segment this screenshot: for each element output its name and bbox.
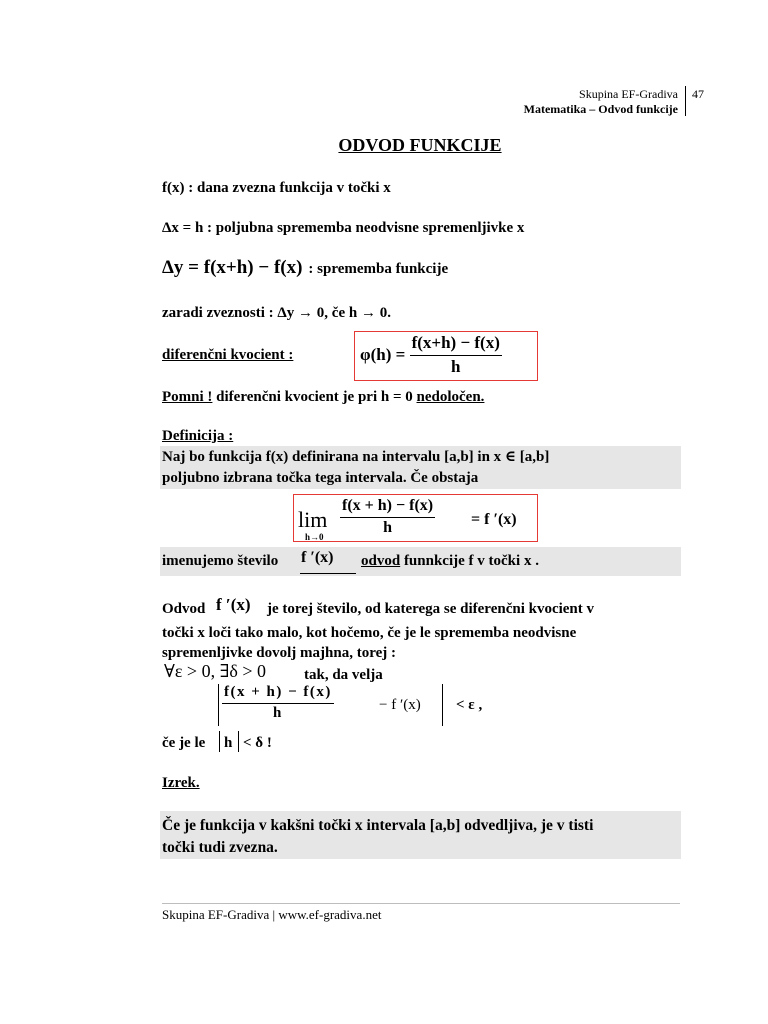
abs-fraction-wrap [222,684,334,722]
abs-bar-right [442,684,443,726]
limit-denominator: h [383,519,392,536]
tak-da-velja: tak, da velja [304,667,383,683]
pomni-label: Pomni ! [162,389,213,405]
naming-fx-underline [300,573,356,574]
odvod-line-2: točki x loči tako malo, kot hočemo, če je le sprememba neodvisne [162,625,577,641]
diff-quotient-label: diferenčni kvocient : [162,347,294,363]
header-divider [685,86,686,116]
ceje-text: če je le [162,735,206,751]
naming-text-a: imenujemo število [162,553,279,569]
abs-derivative: − f ′(x) [379,697,421,713]
naming-text-c: funnkcije f v točki x . [403,553,539,569]
phi-fraction [410,333,502,377]
line-continuity: zaradi zveznosti : Δy → 0, če h → 0. [162,305,391,321]
pomni-line [162,389,484,406]
ceje-bar-left [219,731,220,752]
definition-line-1: Naj bo funkcija f(x) definirana na intervalu [a,b] in x ∈ [a,b] [162,449,550,465]
odvod-fx: f ′(x) [216,595,251,614]
header-subject: Matematika – Odvod funkcije [523,102,678,116]
pomni-end: nedoločen. [416,389,485,405]
limit-rhs: = f ′(x) [471,511,517,528]
footer-text: Skupina EF-Gradiva | www.ef-gradiva.net [162,907,382,922]
page-number: 47 [692,87,704,101]
footer-rule [162,903,680,904]
naming-tail [361,553,539,570]
ceje-h: h [224,735,233,751]
lim-word: lim [298,507,328,532]
abs-numerator: f(x + h) − f(x) [222,684,334,704]
ceje-rest: < δ ! [243,735,272,751]
odvod-line-1: je torej število, od katerega se diferenčni kvocient v [267,601,595,617]
line-dy [162,257,448,279]
izrek-label: Izrek. [162,775,200,791]
phi-denominator: h [450,357,461,376]
line-dx: Δx = h : poljubna sprememba neodvisne spremenljivke x [162,220,525,236]
phi-numerator: f(x+h) − f(x) [410,333,502,356]
ceje-bar-right [238,731,239,752]
abs-lt-eps: < ε , [456,697,483,713]
izrek-line-1: Če je funkcija v kakšni točki x intervala [a,b] odvedljiva, je v tisti [162,817,594,834]
abs-bar-left [218,684,219,726]
odvod-line-3: spremenljivke dovolj majhna, torej : [162,645,397,661]
page-title: ODVOD FUNKCIJE [338,135,502,155]
odvod-word: Odvod [162,601,206,617]
lim-subscript: h→0 [305,532,324,542]
limit-fraction-wrap [340,497,435,537]
diff-quotient-formula [360,333,502,377]
pomni-text: diferenčni kvocient je pri h = 0 [216,389,413,405]
abs-denominator: h [273,705,283,721]
header-group: Skupina EF-Gradiva [579,87,678,101]
quantifiers: ∀ε > 0, ∃δ > 0 [164,661,266,681]
definition-label: Definicija : [162,428,234,444]
abs-fraction [222,684,334,722]
dy-text: : sprememba funkcije [308,261,449,277]
naming-odvod: odvod [361,553,401,569]
limit-fraction [340,497,435,537]
izrek-line-2: točki tudi zvezna. [162,839,278,856]
dy-formula: Δy = f(x+h) − f(x) [162,257,303,278]
definition-line-2: poljubno izbrana točka tega intervala. Če obstaja [162,470,479,486]
naming-fx: f ′(x) [301,549,334,566]
limit-numerator: f(x + h) − f(x) [340,497,435,518]
phi-lhs: φ(h) = [360,345,406,364]
line-fx: f(x) : dana zvezna funkcija v točki x [162,180,391,196]
